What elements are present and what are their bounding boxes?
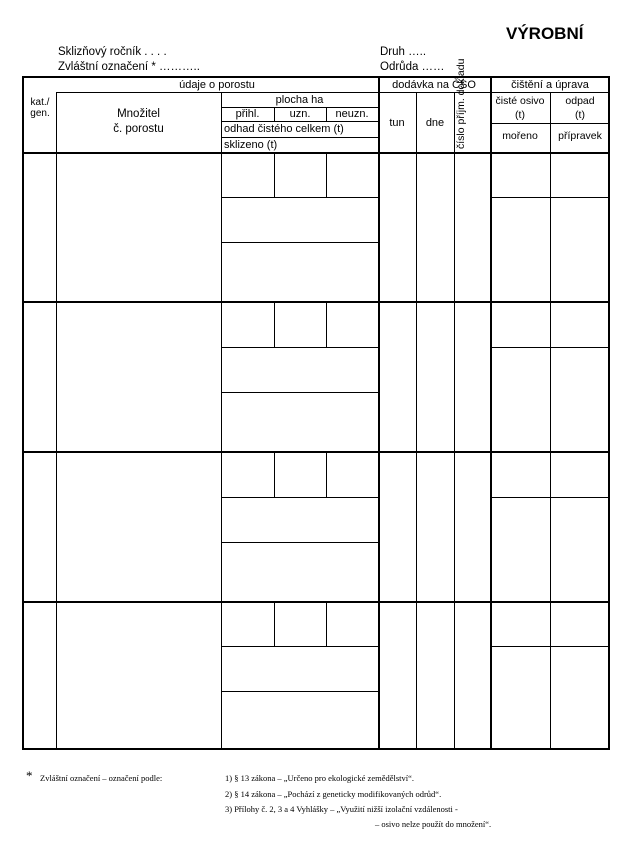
footnote-item-3-cont: – osivo nelze použít do množení“. <box>375 819 492 829</box>
row-1-area-divider-2 <box>326 152 327 197</box>
col-recognized: uzn. <box>289 108 311 120</box>
col-kat-gen: kat./ gen. <box>30 97 50 119</box>
col-clean-seed-unit: (t) <box>515 109 525 121</box>
col-reported: přihl. <box>235 108 260 120</box>
row-1-estimate-line <box>221 242 378 243</box>
row-4-cleaning-line <box>490 646 610 647</box>
row-2-area-line <box>221 347 378 348</box>
row-3-area-divider-1 <box>274 452 275 497</box>
col-treated: mořeno <box>502 130 538 142</box>
row-3-cleaning-line <box>490 497 610 498</box>
footnote-intro: Zvláštní označení – označení podle: <box>40 773 163 783</box>
row-1-area-line <box>221 197 378 198</box>
form-title: VÝROBNÍ <box>506 24 584 43</box>
row-3-area-line <box>221 497 378 498</box>
row-1-separator <box>22 301 610 303</box>
hline-area-sub <box>221 121 378 122</box>
group-delivery: dodávka na ČSO <box>392 79 476 91</box>
special-mark-field[interactable]: Zvláštní označení * ……….. <box>58 61 200 73</box>
col-estimate: odhad čistého celkem (t) <box>224 123 344 135</box>
col-agent: přípravek <box>558 130 602 142</box>
vline-multiplier <box>221 92 222 750</box>
col-area: plocha ha <box>275 94 324 106</box>
col-waste: odpad <box>565 95 595 107</box>
vline-clean-seed <box>550 92 551 750</box>
row-2-estimate-line <box>221 392 378 393</box>
row-1-area-divider-1 <box>274 152 275 197</box>
hline-estimate <box>221 137 378 138</box>
species-field[interactable]: Druh ….. <box>380 46 427 58</box>
col-receipt-no: číslo příjm. dokladu <box>455 58 467 149</box>
vline-day <box>454 92 455 750</box>
footnote-item-3: 3) Přílohy č. 2, 3 a 4 Vyhlášky – „Využití nižší izolační vzdálenosti - <box>225 804 458 814</box>
harvest-year-field[interactable]: Sklizňový ročník . . . . <box>58 46 167 58</box>
vline-kat <box>56 92 57 750</box>
row-3-area-divider-2 <box>326 452 327 497</box>
row-3-separator <box>22 601 610 603</box>
vline-stand-end <box>378 76 380 750</box>
row-2-separator <box>22 451 610 453</box>
footnote-item-1: 1) § 13 zákona – „Určeno pro ekologické zemědělství“. <box>225 773 415 783</box>
row-3-estimate-line <box>221 542 378 543</box>
row-2-cleaning-line <box>490 347 610 348</box>
hline-delivery-group <box>378 92 490 93</box>
hline-stand-group <box>56 92 378 93</box>
vline-delivery-end <box>490 76 492 750</box>
col-waste-unit: (t) <box>575 109 585 121</box>
row-4-area-divider-1 <box>274 601 275 646</box>
vline-tons <box>416 92 417 750</box>
col-multiplier: Množitel <box>117 108 160 120</box>
col-clean-seed: čisté osivo <box>495 95 545 107</box>
col-day: dne <box>425 117 445 129</box>
row-2-area-divider-2 <box>326 302 327 347</box>
row-4-area-divider-2 <box>326 601 327 646</box>
footnote-item-2: 2) § 14 zákona – „Pochází z geneticky modifikovaných odrůd“. <box>225 789 442 799</box>
footnote-asterisk: * <box>26 768 33 783</box>
row-4-area-line <box>221 646 378 647</box>
group-stand-data: údaje o porostu <box>179 79 255 91</box>
row-4-estimate-line <box>221 691 378 692</box>
col-not-recognized: neuzn. <box>335 108 369 120</box>
variety-field[interactable]: Odrůda …… <box>380 61 445 73</box>
group-cleaning: čištění a úprava <box>511 79 589 91</box>
hline-header-bottom <box>22 152 610 154</box>
row-2-area-divider-1 <box>274 302 275 347</box>
col-tons: tun <box>389 117 405 129</box>
col-harvested: sklizeno (t) <box>224 139 278 151</box>
row-1-cleaning-line <box>490 197 610 198</box>
col-stand-no: č. porostu <box>113 123 164 135</box>
